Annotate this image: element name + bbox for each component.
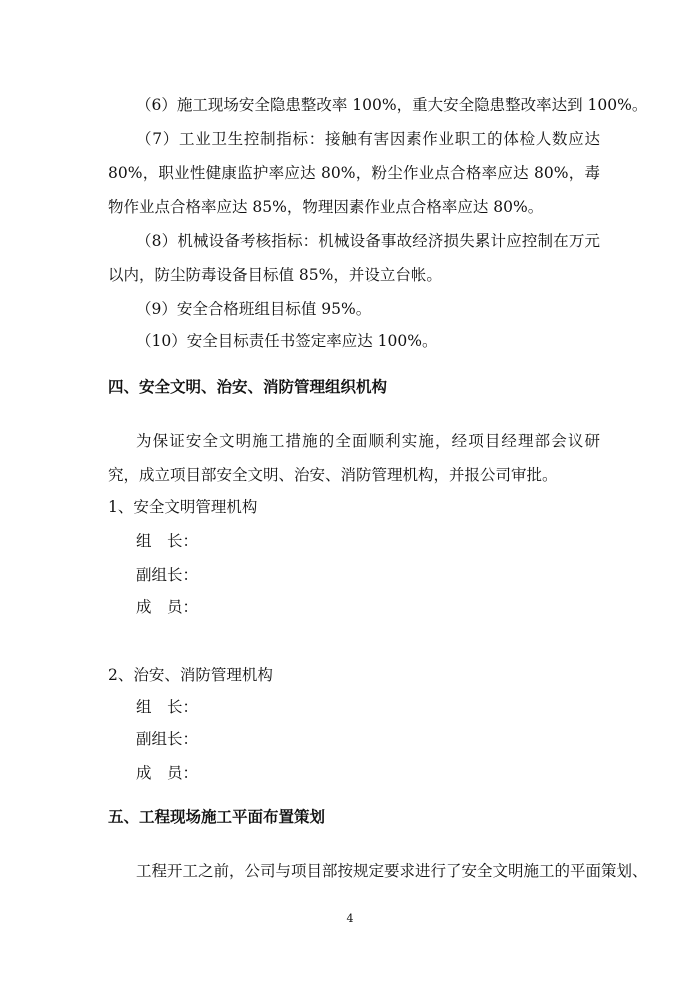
section-5-heading: 五、工程现场施工平面布置策划 — [108, 808, 326, 826]
org-1-title: 1、安全文明管理机构 — [108, 498, 258, 516]
org-1-deputy: 副组长： — [136, 566, 199, 584]
org-2-members: 成 员： — [136, 764, 199, 782]
page-number: 4 — [346, 912, 354, 925]
org-2-title: 2、治安、消防管理机构 — [108, 666, 273, 684]
org-2-leader: 组 长： — [136, 698, 199, 716]
paragraph-item-9: （9）安全合格班组目标值 95%。 — [136, 300, 372, 318]
org-2-deputy: 副组长： — [136, 730, 199, 748]
paragraph-item-10: （10）安全目标责任书签定率应达 100%。 — [136, 332, 438, 350]
paragraph-item-8: （8）机械设备考核指标：机械设备事故经济损失累计应控制在万元以内，防尘防毒设备目标值 85%，并设立台帐。 — [108, 232, 600, 284]
section-4-heading: 四、安全文明、治安、消防管理组织机构 — [108, 378, 388, 396]
org-1-members: 成 员： — [136, 598, 199, 616]
paragraph-item-6: （6）施工现场安全隐患整改率 100%，重大安全隐患整改率达到 100%。 — [136, 96, 648, 114]
paragraph-item-7: （7）工业卫生控制指标：接触有害因素作业职工的体检人数应达 80%，职业性健康监护率应达 80%，粉尘作业点合格率应达 80%，毒物作业点合格率应达 85%，物理因素作业点合格率应达 80%。 — [108, 130, 600, 216]
section-5-intro: 工程开工之前，公司与项目部按规定要求进行了安全文明施工的平面策划、 — [136, 862, 648, 880]
org-1-leader: 组 长： — [136, 532, 199, 550]
section-4-intro: 为保证安全文明施工措施的全面顺利实施，经项目经理部会议研究，成立项目部安全文明、治安、消防管理机构，并报公司审批。 — [108, 432, 600, 484]
